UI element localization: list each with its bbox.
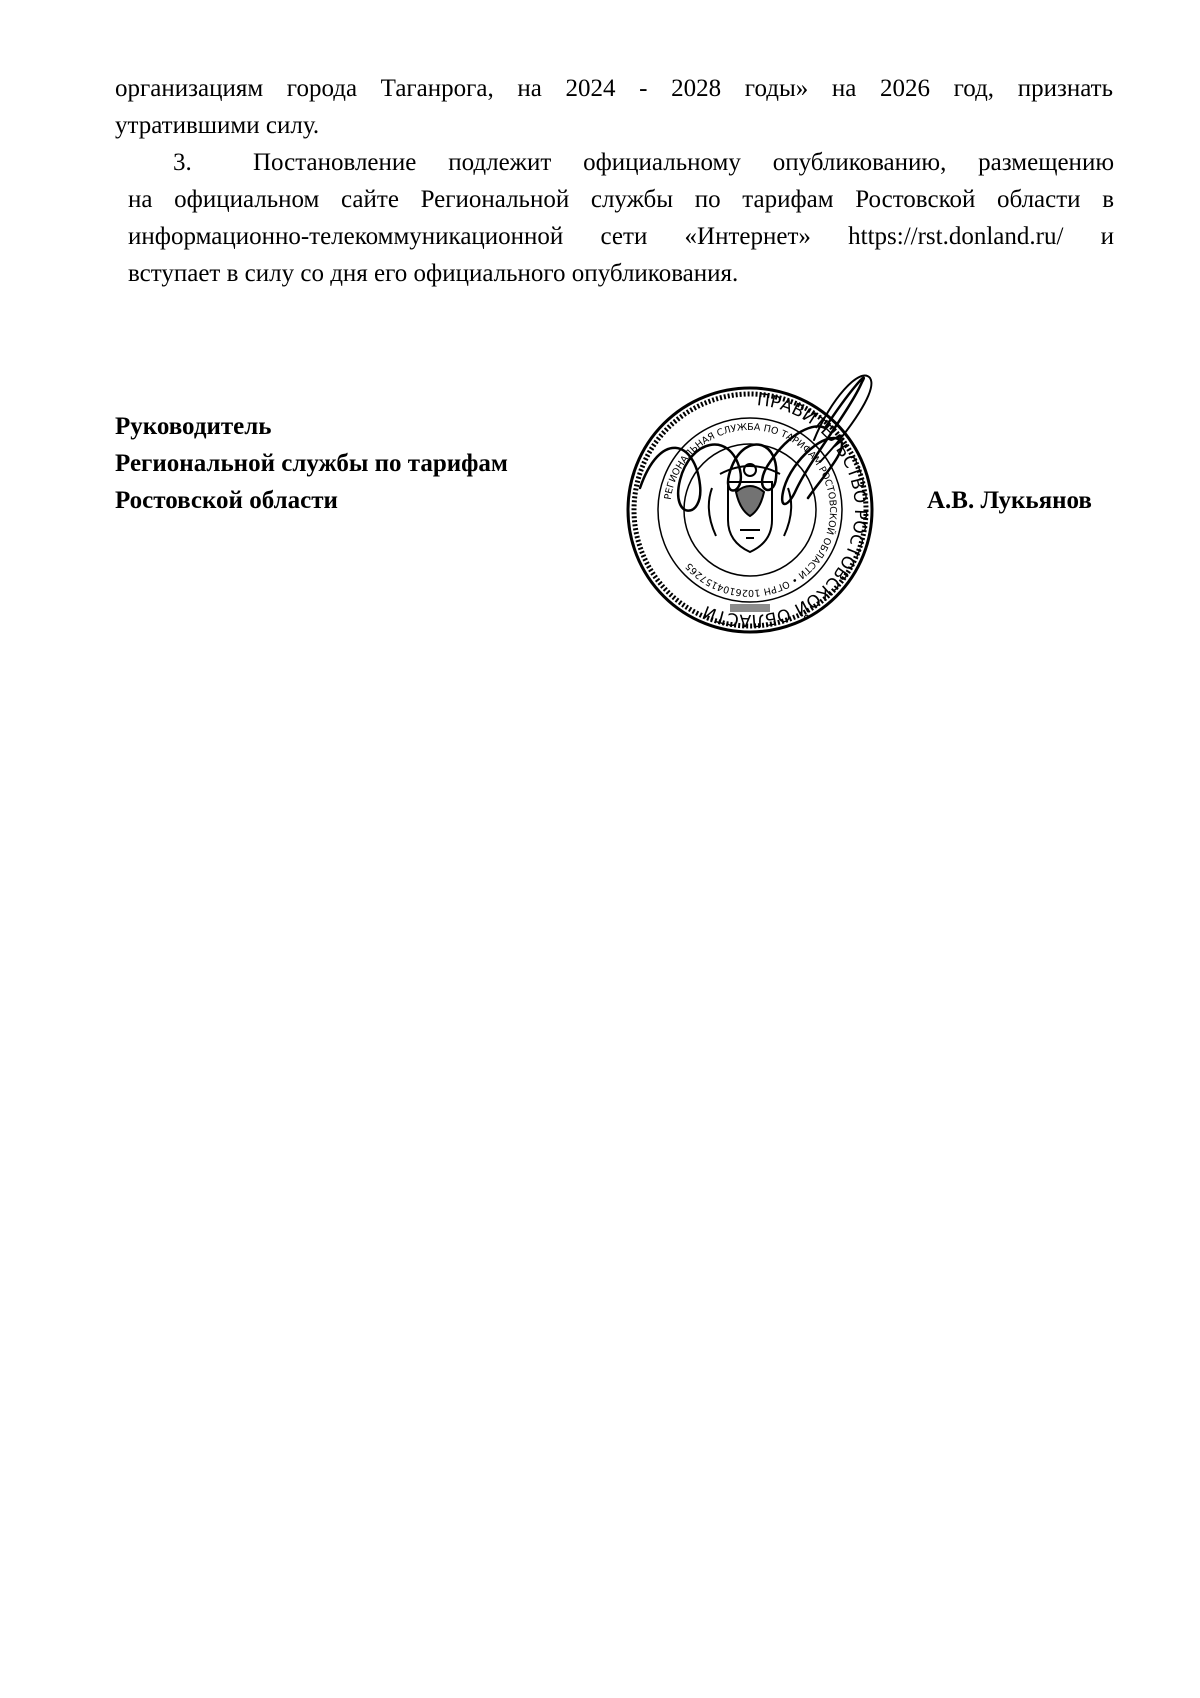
paragraph-line: на официальном сайте Региональной службы по тарифам Ростовской области в [128,186,1114,213]
paragraph-line: вступает в силу со дня его официального опубликования. [128,260,739,287]
paragraph-line-text: Постановление подлежит официальному опубликованию, размещению [253,149,1114,176]
signatory-title [115,408,508,519]
signatory-title-line: Руководитель [115,413,272,440]
paragraph-line: организациям города Таганрога, на 2024 - 2028 годы» на 2026 год, признать [115,75,1113,102]
paragraph-line [173,144,1114,181]
paragraph-3 [128,144,1114,292]
seal-bottom-mark [730,604,770,612]
signatory-name: А.В. Лукьянов [927,487,1092,514]
paragraph-number: 3. [173,149,192,176]
signatory-title-line: Ростовской области [115,487,338,514]
signatory-title-line: Региональной службы по тарифам [115,450,508,477]
coat-of-arms-icon [709,464,791,552]
paragraph-line: утратившими силу. [115,112,320,139]
seal-outer-text: ПРАВИТЕЛЬСТВО РОСТОВСКОЙ ОБЛАСТИ [700,390,871,631]
seal-inner-text: РЕГИОНАЛЬНАЯ СЛУЖБА ПО ТАРИФАМ РОСТОВСКОЙ ОБЛАСТИ • ОГРН 1026104157265 [662,421,839,599]
paragraph-line: информационно-телекоммуникационной сети «Интернет» https://rst.donland.ru/ и [128,223,1114,250]
paragraph-continued [115,70,1113,144]
official-seal [600,370,900,650]
